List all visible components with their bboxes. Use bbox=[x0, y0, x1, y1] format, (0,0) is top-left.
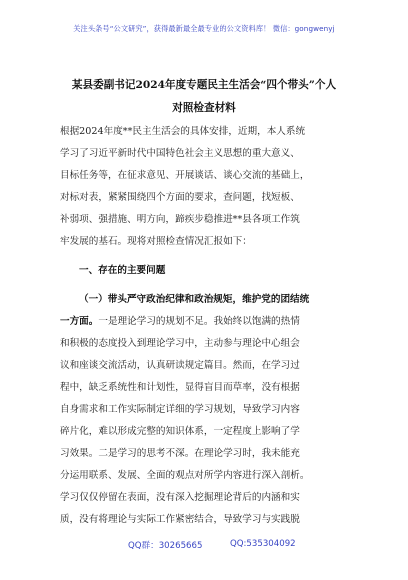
intro-line: 学习了习近平新时代中国特色社会主义思想的重大意义、 bbox=[60, 148, 300, 159]
document-title-line-1: 某县委副书记2024年度专题民主生活会“四个带头”个人 bbox=[71, 79, 337, 91]
paragraph-line: 质，没有将理论与实际工作紧密结合，导致学习与实践脱 bbox=[60, 514, 300, 525]
paragraph-line: 议和座谈交流活动，认真研读规定篇目。然而，在学习过 bbox=[60, 360, 300, 371]
intro-line: 补弱项、强措施、明方向，蹄疾步稳推进**县各项工作筑 bbox=[60, 214, 300, 225]
paragraph-line: 分运用联系、发展、全面的观点对所学内容进行深入剖析。 bbox=[60, 470, 310, 481]
paragraph-line: 和积极的态度投入到理论学习中，主动参与理论中心组会 bbox=[60, 338, 300, 349]
subsection-heading-end: 一方面。 bbox=[60, 316, 99, 327]
subsection-heading-continuation bbox=[60, 317, 300, 327]
paragraph-line: 习效果。二是学习的思考不深。在理论学习时，我未能充 bbox=[60, 448, 300, 459]
paragraph-line: 程中，缺乏系统性和计划性，显得盲目而草率，没有根据 bbox=[60, 382, 300, 393]
paragraph-line: 碎片化，难以形成完整的知识体系，一定程度上影响了学 bbox=[60, 426, 300, 437]
paragraph-line: 学习仅仅停留在表面，没有深入挖掘理论背后的内涵和实 bbox=[60, 492, 300, 503]
paragraph-text: 一是理论学习的规划不足。我始终以饱满的热情 bbox=[98, 316, 300, 327]
paragraph-line: 自身需求和工作实际制定详细的学习规划，导致学习内容 bbox=[60, 404, 300, 415]
section-heading: 一、存在的主要问题 bbox=[79, 265, 166, 276]
document-title-line-2: 对照检查材料 bbox=[172, 102, 236, 114]
intro-line: 目标任务等，在征求意见、开展谈话、谈心交流的基础上， bbox=[60, 170, 310, 181]
footer-qq-contact: QQ:535304092 bbox=[230, 539, 296, 549]
intro-line: 根据2024年度**民主生活会的具体安排，近期，本人系统 bbox=[60, 126, 306, 137]
intro-line: 对标对表，紧紧围绕四个方面的要求，查问题，找短板、 bbox=[60, 192, 300, 203]
footer-qq-group: QQ群：30265665 bbox=[128, 541, 203, 551]
header-banner: 关注头条号“公文研究”，获得最新最全最专业的公文资料库！ 微信：gongwenyj bbox=[73, 24, 335, 33]
subsection-heading: （一）带头严守政治纪律和政治规矩，维护党的团结统 bbox=[79, 294, 310, 305]
intro-line: 牢发展的基石。现将对照检查情况汇报如下： bbox=[60, 236, 252, 247]
